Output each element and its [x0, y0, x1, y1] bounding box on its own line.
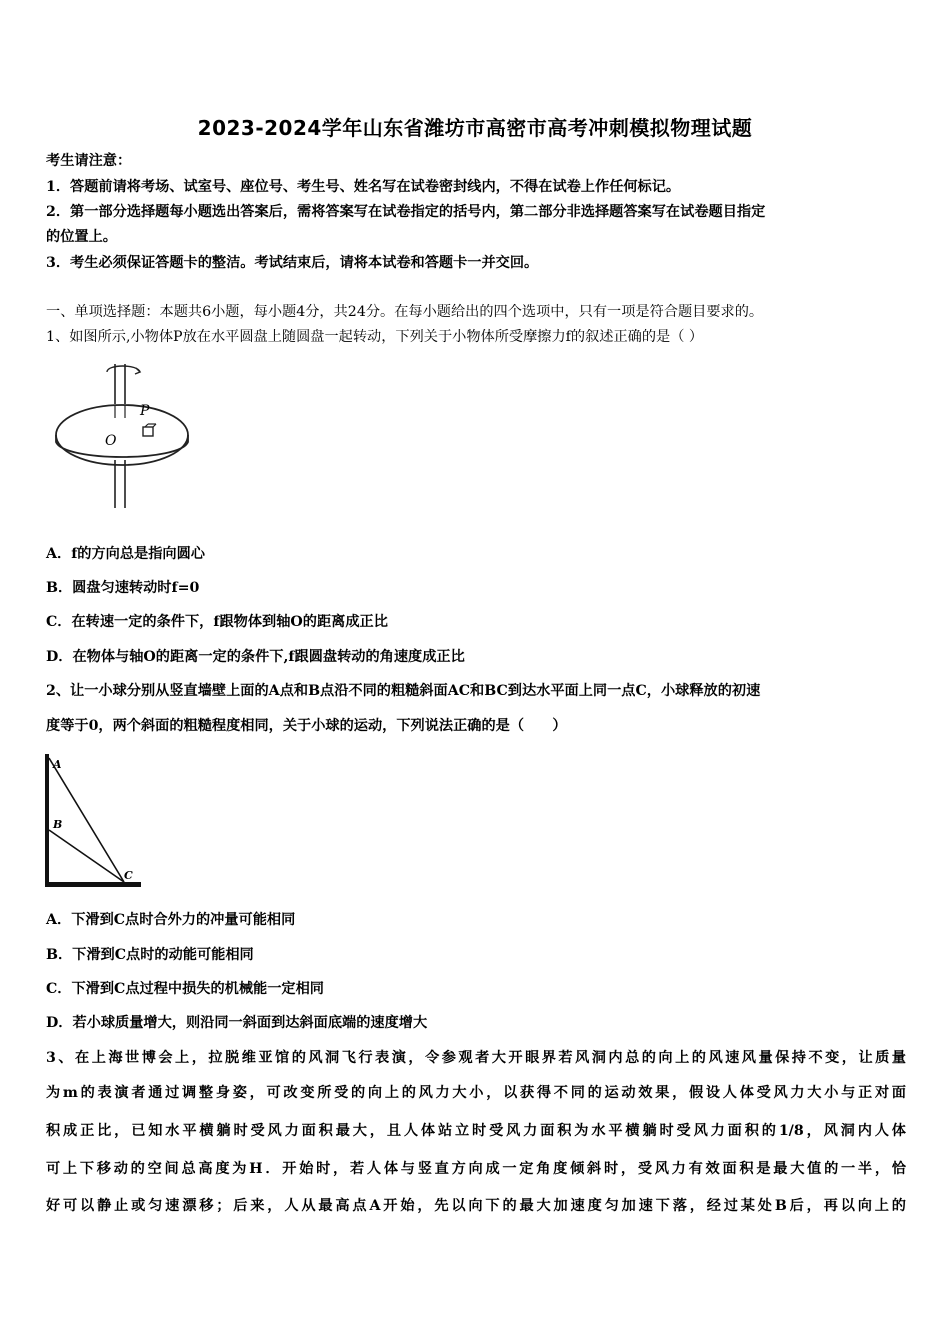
disk-top-ellipse — [56, 405, 188, 465]
label-a: A — [53, 758, 62, 771]
q2-option-b: B．下滑到C点时的动能可能相同 — [46, 947, 254, 963]
q1-option-c: C．在转速一定的条件下，f跟物体到轴O的距离成正比 — [46, 614, 388, 630]
q3-line-2: 为m的表演者通过调整身姿，可改变所受的向上的风力大小，以获得不同的运动效果，假设人体受风力大小与正对面 — [46, 1085, 906, 1101]
q2-incline-figure — [42, 752, 146, 892]
q2-option-a: A．下滑到C点时合外力的冲量可能相同 — [46, 912, 296, 928]
label-o: O — [105, 433, 117, 449]
notice-heading: 考生请注意： — [46, 153, 132, 169]
q2-option-d: D．若小球质量增大，则沿同一斜面到达斜面底端的速度增大 — [46, 1015, 428, 1031]
notice-item-3: 3．考生必须保证答题卡的整洁。考试结束后，请将本试卷和答题卡一并交回。 — [46, 255, 539, 271]
q2-stem-line-2: 度等于0，两个斜面的粗糙程度相同，关于小球的运动，下列说法正确的是（ ） — [46, 718, 567, 734]
q3-line-3: 积成正比，已知水平横躺时受风力面积最大，且人体站立时受风力面积为水平横躺时受风力面积的1/8，风洞内人体 — [46, 1123, 906, 1139]
q3-line-5: 好可以静止或匀速漂移；后来，人从最高点A开始，先以向下的最大加速度匀加速下落，经过某处B后，再以向上的 — [46, 1198, 906, 1214]
label-p: P — [140, 403, 150, 419]
q3-line-4: 可上下移动的空间总高度为H．开始时，若人体与竖直方向成一定角度倾斜时，受风力有效面积是最大值的一半，恰 — [46, 1161, 906, 1177]
q2-stem-line-1: 2、让一小球分别从竖直墙壁上面的A点和B点沿不同的粗糙斜面AC和BC到达水平面上同一点C，小球释放的初速 — [46, 683, 761, 699]
exam-title: 2023-2024学年山东省潍坊市高密市高考冲刺模拟物理试题 — [197, 116, 753, 140]
q3-line-1: 3、在上海世博会上，拉脱维亚馆的风洞飞行表演，令参观者大开眼界若风洞内总的向上的风速风量保持不变，让质量 — [46, 1050, 906, 1066]
ground — [45, 882, 141, 887]
q1-option-a: A．f的方向总是指向圆心 — [46, 546, 205, 562]
object-p-block — [143, 427, 153, 436]
notice-item-2-cont: 的位置上。 — [46, 229, 117, 245]
q2-option-c: C．下滑到C点过程中损失的机械能一定相同 — [46, 981, 324, 997]
notice-item-2: 2．第一部分选择题每小题选出答案后，需将答案写在试卷指定的括号内，第二部分非选择题答案写在试卷题目指定 — [46, 204, 766, 220]
q1-rotating-disk-figure — [50, 362, 200, 512]
incline-bc — [49, 830, 124, 882]
label-b: B — [53, 818, 63, 831]
rotation-arrow-icon — [107, 366, 140, 372]
q1-option-d: D．在物体与轴O的距离一定的条件下,f跟圆盘转动的角速度成正比 — [46, 649, 465, 665]
vertical-wall — [45, 754, 49, 886]
q1-stem: 1、如图所示,小物体P放在水平圆盘上随圆盘一起转动，下列关于小物体所受摩擦力f的叙述正确的是（ ） — [46, 329, 704, 345]
notice-item-1: 1．答题前请将考场、试室号、座位号、考生号、姓名写在试卷密封线内，不得在试卷上作任何标记。 — [46, 179, 681, 195]
q1-option-b: B．圆盘匀速转动时f=0 — [46, 580, 200, 596]
section-heading: 一、单项选择题：本题共6小题，每小题4分，共24分。在每小题给出的四个选项中，只有一项是符合题目要求的。 — [46, 304, 764, 320]
label-c: C — [124, 869, 133, 882]
